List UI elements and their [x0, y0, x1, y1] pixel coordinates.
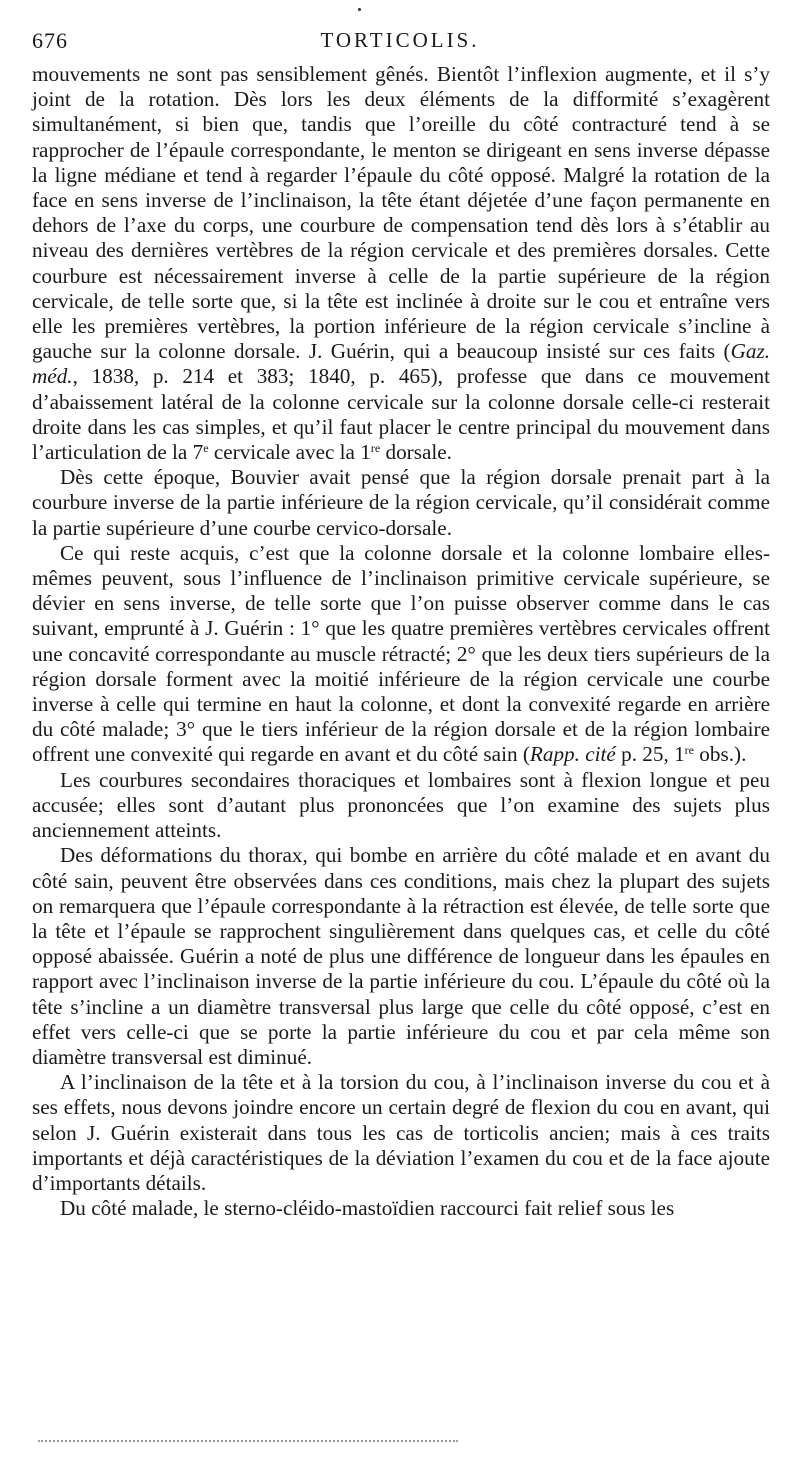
text-run: Les courbures secondaires thoraciques et lombaires sont à flexion longue et peu accusée; elles sont d’autant plus prononcées que l’on examine des sujets plus anciennement atteints. — [32, 767, 770, 843]
text-run: mouvements ne sont pas sensiblement gênés. Bientôt l’inflexion augmente, et il s’y joint de la rotation. Dès lors les deux éléments de la difformité s’exagèrent simultanément, si bien que, tandis que l’oreille du côté contracturé tend à se rapprocher de l’épaule correspondante, le menton se dirigeant en sens inverse dépasse la ligne médiane et tend à regarder l’épaule du côté opposé. Malgré la rotation de la face en sens inverse de l’inclinaison, la tête étant déjetée d’une façon permanente en dehors de l’axe du corps, une courbure de compensation tend dès lors à s’établir au niveau des dernières vertèbres de la région cervicale et des premières dorsales. Cette courbure est nécessairement inverse à celle de la partie supérieure de la région cervicale, de telle sorte que, si la tête est inclinée à droite sur le cou et entraîne vers elle les premières vertèbres, la portion inférieure de la région cervicale s’incline à gauche sur la colonne dorsale. J. Guérin, qui a beaucoup insisté sur ces faits ( — [32, 62, 770, 364]
paragraph — [32, 1070, 770, 1196]
text-run: Dès cette époque, Bouvier avait pensé que la région dorsale prenait part à la courbure inverse de la partie inférieure de la région cervicale, qu’il considérait comme la partie supérieure d’une courbe cervico-dorsale. — [32, 465, 770, 540]
superscript: re — [370, 441, 381, 456]
page-header — [32, 28, 768, 58]
paragraph — [32, 843, 770, 1070]
paragraph — [32, 541, 770, 768]
text-run: Du côté malade, le sterno-cléido-mastoïdien raccourci fait relief sous les — [60, 1196, 675, 1221]
italic-citation: Gaz. méd. — [32, 339, 770, 389]
text-run: A l’inclinaison de la tête et à la torsion du cou, à l’inclinaison inverse du cou et à ses effets, nous devons joindre encore un certain degré de flexion du cou en avant, qui selon J. Guérin existerait dans tous les cas de torticolis ancien; mais à ces traits importants et déjà caractéristiques de la déviation l’examen du cou et de la face ajoute d’importants détails. — [32, 1070, 770, 1195]
page-number: 676 — [32, 28, 68, 53]
body-text — [32, 62, 770, 1221]
text-run: p. 25, 1 — [615, 742, 685, 767]
paragraph — [32, 768, 770, 844]
paragraph — [32, 62, 770, 465]
text-run: dorsale. — [380, 440, 452, 465]
paragraph — [32, 465, 770, 541]
text-run: obs.). — [694, 742, 747, 767]
footer-rule — [38, 1440, 458, 1442]
paragraph — [32, 1196, 770, 1221]
text-run: , 1838, p. 214 et 383; 1840, p. 465), professe que dans ce mouvement d’abaissement latéral de la colonne cervicale sur la colonne dorsale celle-ci resterait droite dans les cas simples, et qu’il faut placer le centre principal du mouvement dans l’articulation de la 7 — [32, 364, 770, 465]
italic-citation: Rapp. cité — [529, 742, 616, 767]
superscript: re — [684, 743, 694, 758]
superscript: e — [203, 441, 209, 456]
text-run: cervicale avec la 1 — [208, 440, 371, 465]
printer-mark — [358, 8, 361, 11]
text-run: Des déformations du thorax, qui bombe en arrière du côté malade et en avant du côté sain, peuvent être observées dans ces conditions, mais chez la plupart des sujets on remarquera que l’épaule correspondante à la rétraction est élevée, de telle sorte que la tête et l’épaule se rapprochent singulièrement dans quelques cas, et celle du côté opposé abaissée. Guérin a noté de plus une différence de longueur dans les épaules en rapport avec l’inclinaison inverse de la partie inférieure du cou. L’épaule du côté où la tête s’incline a un diamètre transversal plus large que celle du côté opposé, c’est en effet vers celle-ci que se porte la partie inférieure du cou et par cela même son diamètre transversal est diminué. — [32, 843, 770, 1069]
running-head: TORTICOLIS. — [320, 28, 480, 52]
text-run: Ce qui reste acquis, c’est que la colonne dorsale et la colonne lombaire elles-mêmes peuvent, sous l’influence de l’inclinaison primitive cervicale supérieure, se dévier en sens inverse, de telle sorte que l’on puisse observer comme dans le cas suivant, emprunté à J. Guérin : 1° que les quatre premières vertèbres cervicales offrent une concavité correspondante au muscle rétracté; 2° que les deux tiers supérieurs de la région dorsale forment avec la moitié inférieure de la région cervicale une courbe inverse à celle qui termine en haut la colonne, et dont la convexité regarde en arrière du côté malade; 3° que le tiers inférieur de la région dorsale et de la région lombaire offrent une convexité qui regarde en avant et du côté sain ( — [32, 540, 770, 767]
